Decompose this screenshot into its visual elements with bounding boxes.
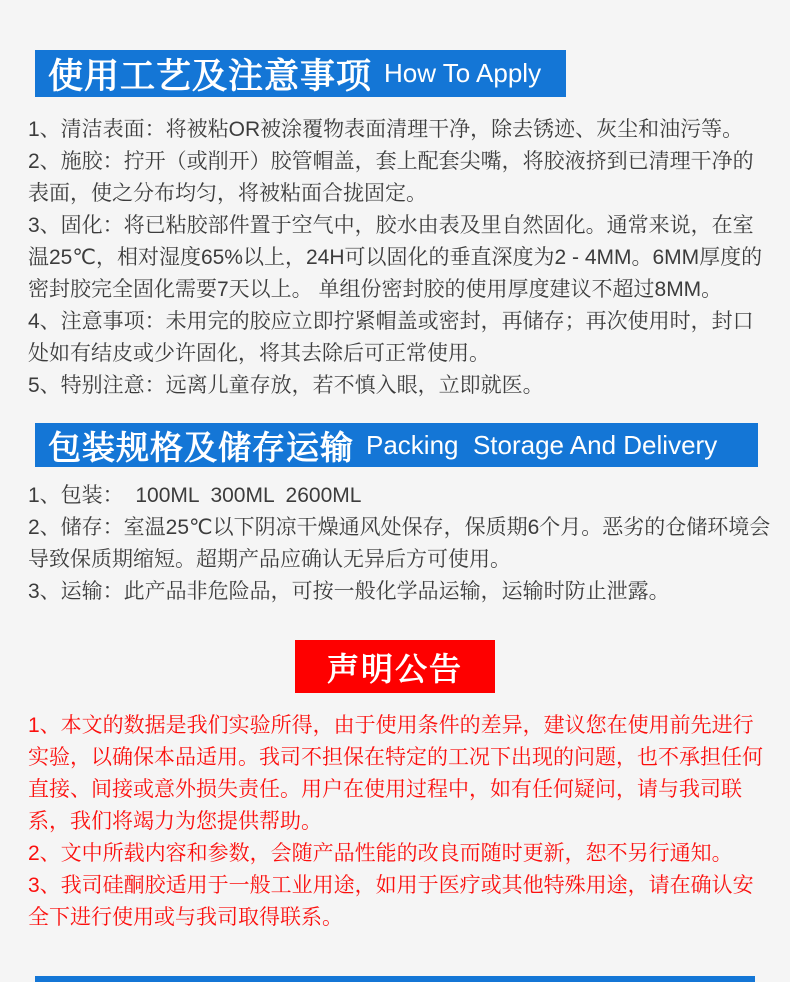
apply-step-3: 3、固化：将已粘胶部件置于空气中，胶水由表及里自然固化。通常来说，在室温25℃，相对湿度65%以上，24H可以固化的垂直深度为2 - 4MM。6MM厚度的密封胶完全固化需要7天以上。 单组份密封胶的使用厚度建议不超过8MM。	[28, 214, 763, 301]
packing-item-2: 2、储存：室温25℃以下阴凉干燥通风处保存，保质期6个月。恶劣的仓储环境会导致保质期缩短。超期产品应确认无异后方可使用。	[28, 516, 771, 571]
packing-item-3: 3、运输：此产品非危险品，可按一般化学品运输，运输时防止泄露。	[28, 580, 670, 603]
notice-title: 声明公告	[326, 650, 463, 687]
section-header-how-to-apply	[35, 50, 566, 97]
packing-storage-info	[28, 480, 774, 608]
packing-item-1: 1、包装： 100ML 300ML 2600ML	[28, 484, 362, 507]
packing-title-en: Packing Storage And Delivery	[366, 429, 718, 460]
how-to-apply-instructions	[28, 114, 774, 402]
apply-step-2: 2、施胶：拧开（或削开）胶管帽盖，套上配套尖嘴，将胶液挤到已清理干净的表面，使之分布均匀，将被粘面合拢固定。	[28, 150, 754, 205]
apply-step-1: 1、清洁表面：将被粘OR被涂覆物表面清理干净，除去锈迹、灰尘和油污等。	[28, 118, 744, 141]
apply-step-5: 5、特别注意：远离儿童存放，若不慎入眼，立即就医。	[28, 374, 544, 397]
notice-title-box	[295, 640, 495, 693]
notice-disclaimer-text	[28, 710, 774, 934]
bottom-section-divider-bar	[35, 976, 755, 982]
section-header-packing-storage-delivery	[35, 423, 758, 467]
notice-item-2: 2、文中所载内容和参数，会随产品性能的改良而随时更新，恕不另行通知。	[28, 842, 733, 865]
apply-step-4: 4、注意事项：未用完的胶应立即拧紧帽盖或密封，再储存；再次使用时，封口处如有结皮或少许固化，将其去除后可正常使用。	[28, 310, 754, 365]
how-to-apply-title-en: How To Apply	[384, 58, 542, 88]
packing-title-zh: 包装规格及储存运输	[48, 428, 354, 466]
notice-item-3: 3、我司硅酮胶适用于一般工业用途，如用于医疗或其他特殊用途，请在确认安全下进行使用或与我司取得联系。	[28, 874, 754, 929]
notice-item-1: 1、本文的数据是我们实验所得，由于使用条件的差异，建议您在使用前先进行实验，以确保本品适用。我司不担保在特定的工况下出现的问题，也不承担任何直接、间接或意外损失责任。用户在使用过程中，如有任何疑问，请与我司联系，我们将竭力为您提供帮助。	[28, 714, 763, 833]
how-to-apply-title-zh: 使用工艺及注意事项	[48, 56, 373, 96]
